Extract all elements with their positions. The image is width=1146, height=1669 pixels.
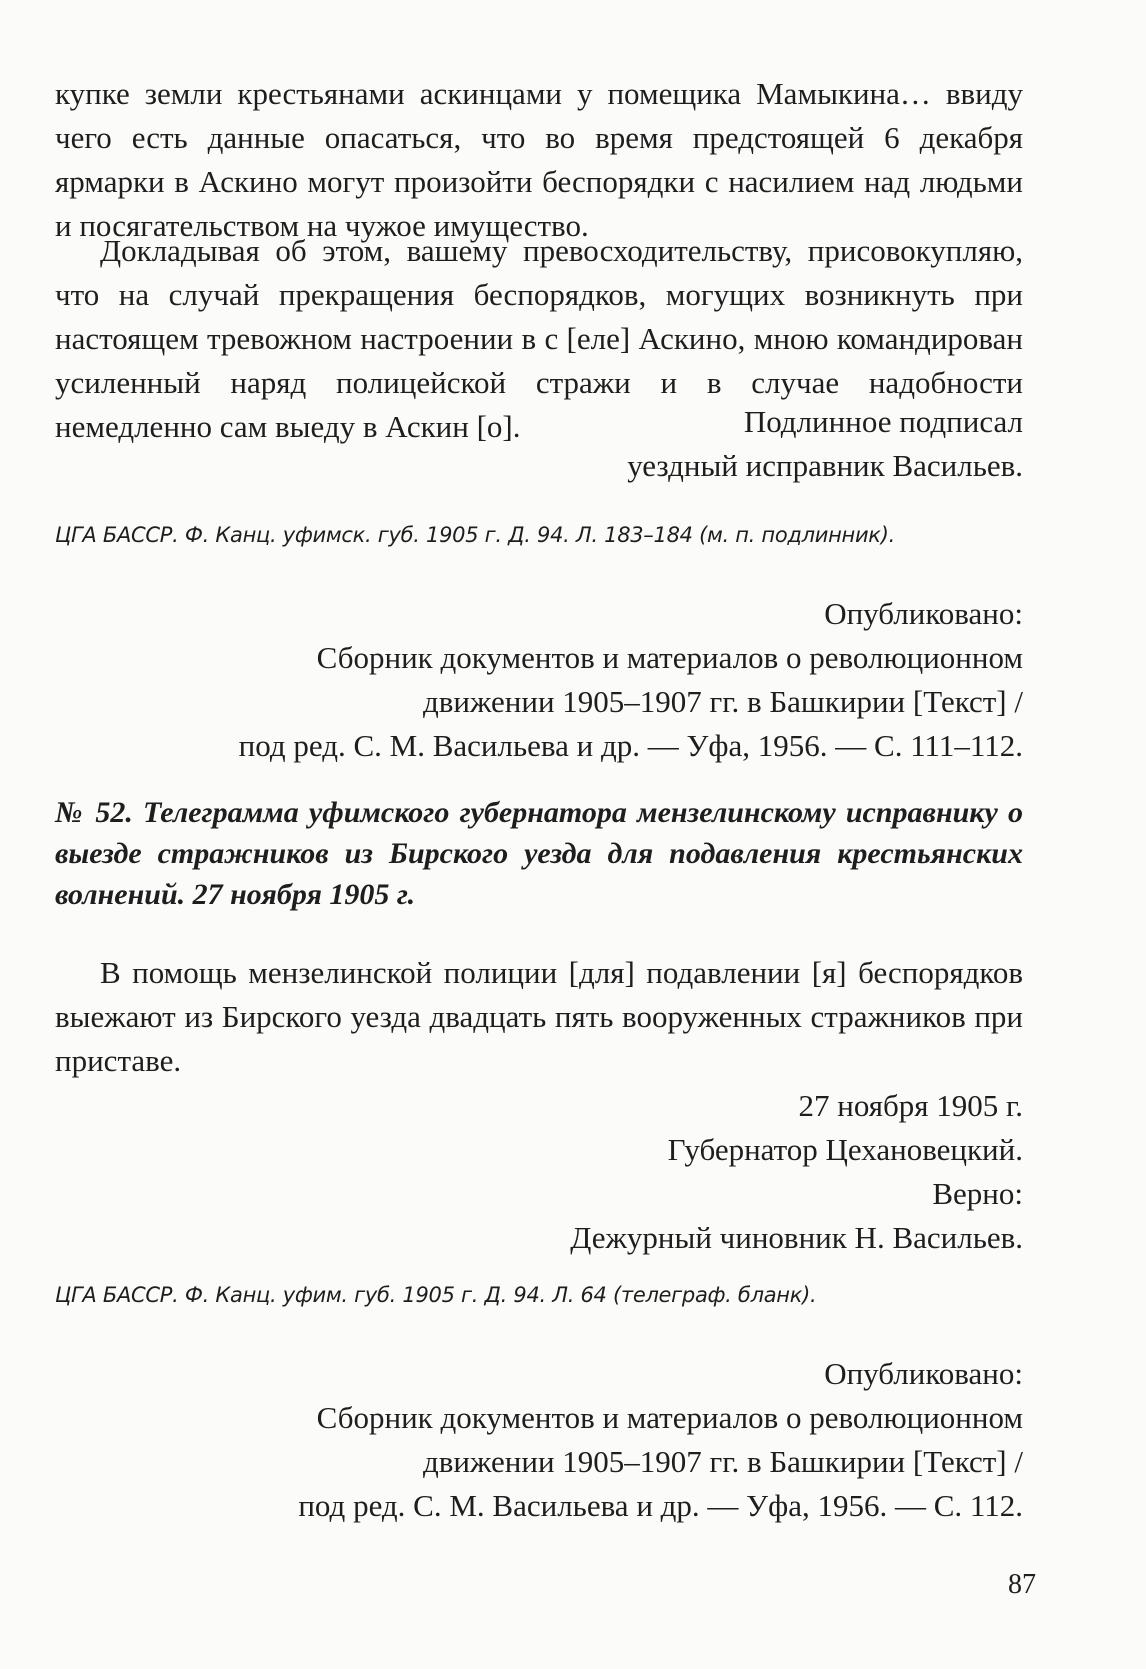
doc52-archive-ref: ЦГА БАССР. Ф. Канц. уфим. губ. 1905 г. Д. 94. Л. 64 (телеграф. бланк). [55,1283,817,1307]
doc52-date: 27 ноября 1905 г. [798,1088,1023,1123]
doc51-published-ref [55,592,1023,768]
doc51-archive-ref: ЦГА БАССР. Ф. Канц. уфимск. губ. 1905 г. Д. 94. Л. 183–184 (м. п. подлинник). [55,523,895,547]
doc51-signature-line-2: уездный исправник Васильев. [627,448,1023,483]
doc52-signature-1: Губернатор Цехановецкий. [667,1132,1023,1167]
doc52-signature-2: Дежурный чиновник Н. Васильев. [570,1220,1023,1255]
doc52-signature [55,1084,1023,1260]
doc51-signature [55,400,1023,488]
doc51-published-line-2: движении 1905–1907 гг. в Башкирии [Текст] / [423,684,1023,719]
doc52-published-label: Опубликовано: [824,1356,1023,1391]
doc51-published-line-3: под ред. С. М. Васильева и др. — Уфа, 1956. — С. 111–112. [238,728,1023,763]
doc52-heading: № 52. Телеграмма уфимского губернатора мензелинскому исправнику о выезде стражников из Бирского уезда для подавления крестьянских волнений. 27 ноября 1905 г. [55,796,1023,911]
page-number: 87 [1008,1569,1036,1600]
doc52-published-line-1: Сборник документов и материалов о революционном [316,1400,1023,1435]
doc51-paragraph-1-block [55,72,1023,248]
doc52-published-line-3: под ред. С. М. Васильева и др. — Уфа, 1956. — С. 112. [298,1488,1023,1523]
doc52-published-line-2: движении 1905–1907 гг. в Башкирии [Текст] / [423,1444,1023,1479]
doc52-heading-block [55,792,1023,915]
doc51-signature-line-1: Подлинное подписал [743,404,1023,439]
doc52-body: В помощь мензелинской полиции [для] подавлении [я] беспорядков выежают из Бирского уезда двадцать пять вооруженных стражников при приставе. [55,955,1023,1078]
doc51-paragraph-1: купке земли крестьянами аскинцами у помещика Мамыкина… ввиду чего есть данные опасаться, что во время предстоящей 6 декабря ярмарки в Аскино могут произойти беспорядки с насилием над людьми и посягательством на чужое имущество. [55,76,1023,243]
doc52-published-ref [55,1352,1023,1528]
doc51-published-label: Опубликовано: [824,596,1023,631]
doc51-archive-ref-block [55,520,1023,550]
doc51-paragraph-2: Докладывая об этом, вашему превосходительству, присовокупляю, что на случай прекращения беспорядков, могущих возникнуть при настоящем тревожном настроении в с [еле] Аскино, мною командирован усиленный наряд полицейской стражи и в случае надобности немедленно сам выеду в Аскин [о]. [55,233,1023,444]
doc52-body-block [55,951,1023,1083]
doc52-archive-ref-block [55,1280,1023,1310]
doc51-published-line-1: Сборник документов и материалов о революционном [316,640,1023,675]
doc52-verified: Верно: [932,1176,1023,1211]
